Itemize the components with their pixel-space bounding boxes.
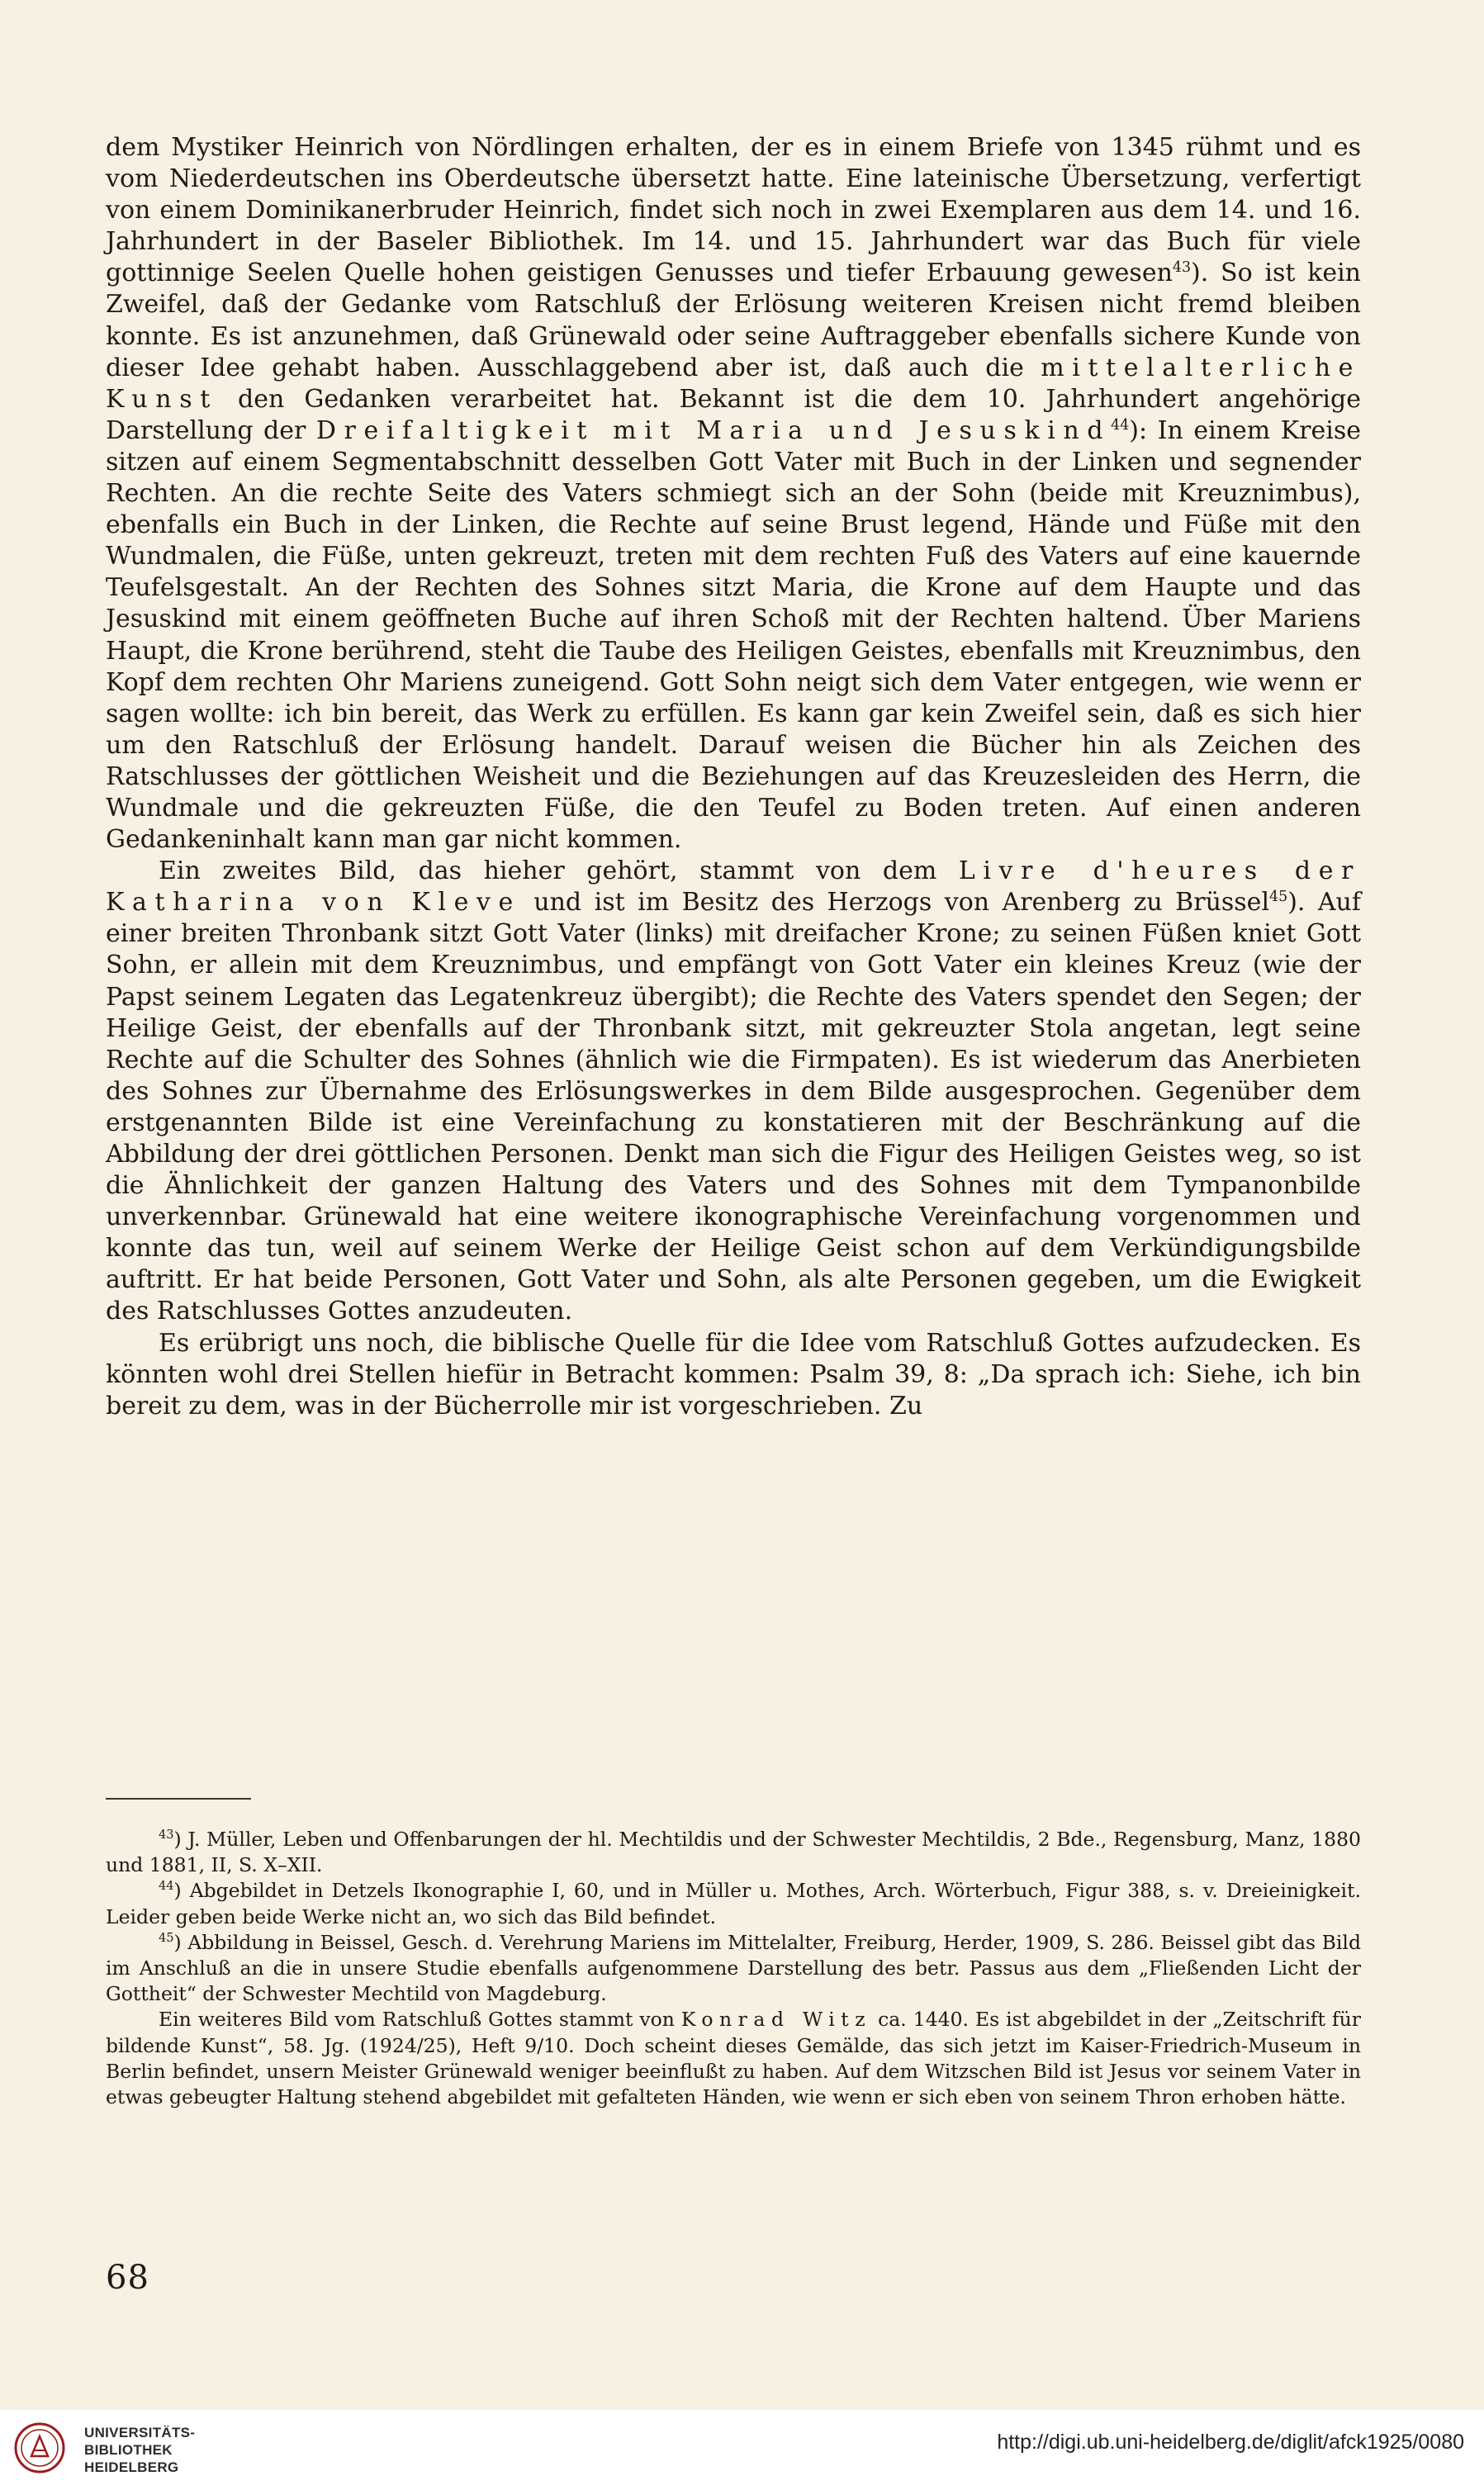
paragraph bbox=[106, 132, 1361, 856]
spaced-emphasis: mittelalterliche Kunst bbox=[106, 353, 1361, 414]
text-run: Ein weiteres Bild vom Ratschluß Gottes stammt von bbox=[159, 2008, 681, 2032]
library-name-line: HEIDELBERG bbox=[84, 2459, 179, 2475]
page-number: 68 bbox=[106, 2259, 149, 2297]
text-run: ). So ist kein Zweifel, daß der Gedanke vom Ratschluß der Erlösung weiteren Kreisen nicht fremd bleiben konnte. Es ist anzunehmen, daß Grünewald oder seine Auftraggeber ebenfalls sichere Kunde von dieser Idee gehabt haben. Ausschlaggebend aber ist, daß auch die bbox=[106, 258, 1362, 382]
footnote-ref: 44 bbox=[159, 1879, 174, 1894]
spaced-emphasis: Konrad Witz bbox=[680, 2008, 872, 2032]
footnote-ref: 44 bbox=[1111, 417, 1130, 434]
university-seal-icon bbox=[13, 2421, 66, 2474]
text-run: den Gedanken verarbeitet hat. Bekannt ist die dem 10. Jahrhundert angehörige Darstellung der bbox=[106, 384, 1361, 445]
text-run: ) Abbildung in Beissel, Gesch. d. Verehrung Mariens im Mittelalter, Freiburg, Herder, 1909, S. 286. Beissel gibt das Bild im Anschluß an die in unsere Studie ebenfalls aufgenommene Darstellung des betr. Passus aus dem „Fließenden Licht der Gottheit“ der Schwester Mechtild von Magdeburg. bbox=[106, 1930, 1361, 2006]
spaced-emphasis: Livre d'heures der Katharina von Kleve bbox=[106, 856, 1361, 918]
text-run: ca. 1440. Es ist abgebildet in der „Zeitschrift für bildende Kunst“, 58. Jg. (1924/25), Heft 9/10. Doch scheint dieses Gemälde, das sich jetzt im Kaiser-Friedrich-Museum in Berlin befindet, unsern Meister Grünewald weniger beeinflußt zu haben. Auf dem Witzschen Bild ist Jesus vor seinem Vater in etwas gebeugter Haltung stehend abgebildet mit gefalteten Händen, wie wenn er sich eben von seinem Thron erhoben hätte. bbox=[106, 2008, 1361, 2109]
footnote bbox=[106, 1827, 1361, 1878]
footnote-ref: 45 bbox=[1269, 889, 1288, 906]
source-url[interactable]: http://digi.ub.uni-heidelberg.de/diglit/afck1925/0080 bbox=[997, 2431, 1464, 2454]
footnote-ref: 43 bbox=[1172, 259, 1192, 277]
main-text bbox=[106, 132, 1361, 1422]
library-name-line: BIBLIOTHEK bbox=[84, 2442, 173, 2458]
text-run: ) J. Müller, Leben und Offenbarungen der hl. Mechtildis und der Schwester Mechtildis, 2 Bde., Regensburg, Manz, 1880 und 1881, II, S. X–XII. bbox=[106, 1828, 1361, 1877]
text-run: Es erübrigt uns noch, die biblische Quelle für die Idee vom Ratschluß Gottes aufzudecken. Es könnten wohl drei Stellen hiefür in Betracht kommen: Psalm 39, 8: „Da sprach ich: Siehe, ich bin bereit zu dem, was in der Bücherrolle mir ist vorgeschrieben. Zu bbox=[106, 1328, 1361, 1420]
text-run: ): In einem Kreise sitzen auf einem Segmentabschnitt desselben Gott Vater mit Buch in der Linken und segnender Rechten. An die rechte Seite des Vaters schmiegt sich an der Sohn (beide mit Kreuznimbus), ebenfalls ein Buch in der Linken, die Rechte auf seine Brust legend, Hände und Füße mit den Wundmalen, die Füße, unten gekreuzt, treten mit dem rechten Fuß des Vaters auf eine kauernde Teufelsgestalt. An der Rechten des Sohnes sitzt Maria, die Krone auf dem Haupte und das Jesuskind mit einem geöffneten Buche auf ihren Schoß mit der Rechten haltend. Über Mariens Haupt, die Krone berührend, steht die Taube des Heiligen Geistes, ebenfalls mit Kreuznimbus, den Kopf dem rechten Ohr Mariens zuneigend. Gott Sohn neigt sich dem Vater entgegen, wie wenn er sagen wollte: ich bin bereit, das Werk zu erfüllen. Es kann gar kein Zweifel sein, daß es sich hier um den Ratschluß der Erlösung handelt. Darauf weisen die Bücher hin als Zeichen des Ratschlusses der göttlichen Weisheit und die Beziehungen auf das Kreuzesleiden des Herrn, die Wundmale und die gekreuzten Füße, die den Teufel zu Boden treten. Auf einen anderen Gedankeninhalt kann man gar nicht kommen. bbox=[106, 415, 1361, 855]
text-run: ) Abgebildet in Detzels Ikonographie I, 60, und in Müller u. Mothes, Arch. Wörterbuch, Figur 388, s. v. Dreieinigkeit. Leider geben beide Werke nicht an, wo sich das Bild befindet. bbox=[106, 1879, 1361, 1928]
paragraph bbox=[106, 856, 1361, 1327]
footnote bbox=[106, 1930, 1361, 2008]
spaced-emphasis: Dreifaltigkeit mit Maria und Jesuskind bbox=[315, 415, 1112, 445]
library-name bbox=[84, 2424, 195, 2476]
footnote-separator bbox=[106, 1798, 251, 1800]
footnote bbox=[106, 1878, 1361, 1929]
library-name-line: UNIVERSITÄTS- bbox=[84, 2425, 196, 2440]
text-run: ). Auf einer breiten Thronbank sitzt Gott Vater (links) mit dreifacher Krone; zu seinen Füßen kniet Gott Sohn, er allein mit dem Kreuznimbus, und empfängt von Gott Vater ein kleines Kreuz (wie der Papst seinem Legaten das Legatenkreuz übergibt); die Rechte des Vaters spendet den Segen; der Heilige Geist, der ebenfalls auf der Thronbank sitzt, mit gekreuzter Stola angetan, legt seine Rechte auf die Schulter des Sohnes (ähnlich wie die Firmpaten). Es ist wiederum das Anerbieten des Sohnes zur Übernahme des Erlösungswerkes in dem Bilde ausgesprochen. Gegenüber dem erstgenannten Bilde ist eine Vereinfachung zu konstatieren mit der Beschränkung auf die Abbildung der drei göttlichen Personen. Denkt man sich die Figur des Heiligen Geistes weg, so ist die Ähnlichkeit der ganzen Haltung des Vaters und des Sohnes mit dem Tympanonbilde unverkennbar. Grünewald hat eine weitere ikonographische Vereinfachung vorgenommen und konnte das tun, weil auf seinem Werke der Heilige Geist schon auf dem Verkündigungsbilde auftritt. Er hat beide Personen, Gott Vater und Sohn, als alte Personen gegeben, um die Ewigkeit des Ratschlusses Gottes anzudeuten. bbox=[106, 888, 1361, 1326]
paragraph bbox=[106, 1328, 1361, 1422]
footnote bbox=[106, 2007, 1361, 2110]
footnote-ref: 43 bbox=[159, 1827, 174, 1842]
text-run: dem Mystiker Heinrich von Nördlingen erhalten, der es in einem Briefe von 1345 rühmt und es vom Niederdeutschen ins Oberdeutsche übersetzt hatte. Eine lateinische Übersetzung, verfertigt von einem Dominikanerbruder Heinrich, findet sich noch in zwei Exemplaren aus dem 14. und 16. Jahrhundert in der Baseler Bibliothek. Im 14. und 15. Jahrhundert war das Buch für viele gottinnige Seelen Quelle hohen geistigen Genusses und tiefer Erbauung gewesen bbox=[106, 133, 1361, 288]
text-run: Ein zweites Bild, das hieher gehört, stammt von dem bbox=[159, 856, 959, 886]
text-run: und ist im Besitz des Herzogs von Arenberg zu Brüssel bbox=[520, 888, 1270, 918]
footnote-ref: 45 bbox=[159, 1930, 174, 1945]
footnotes bbox=[106, 1827, 1361, 2110]
